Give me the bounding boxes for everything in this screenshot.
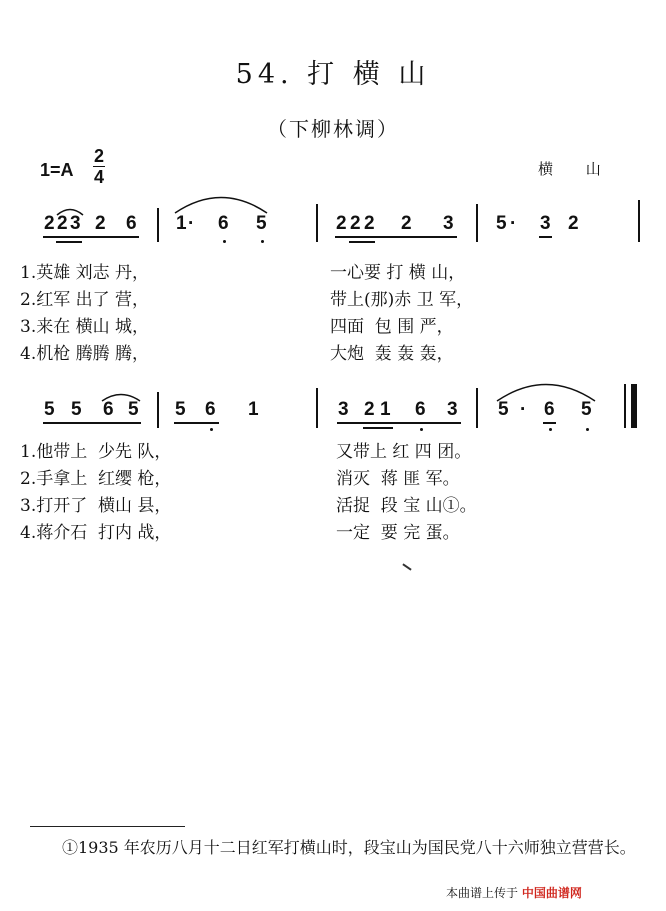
watermark-prefix: 本曲谱上传于: [446, 886, 519, 900]
barline: [157, 392, 159, 428]
note: 1: [380, 399, 391, 420]
lyric-verse: 3.打开了 横山 县，: [20, 496, 172, 516]
note: 2: [401, 213, 412, 234]
note: 6: [126, 213, 137, 234]
note: 1: [248, 399, 259, 420]
lyric-verse: 又带上 红 四 团。: [336, 442, 472, 462]
note: 2: [364, 213, 375, 234]
region-label: 横 山: [538, 160, 615, 178]
slur: [55, 204, 85, 216]
barline: [157, 208, 159, 242]
barline: [316, 204, 318, 242]
note: 6: [415, 399, 426, 420]
note: 6: [544, 399, 555, 420]
note: 2: [57, 213, 68, 234]
note: ·: [188, 213, 195, 234]
note: 6: [103, 399, 114, 420]
note: 5: [128, 399, 139, 420]
barline: [476, 388, 478, 428]
note: 3: [447, 399, 458, 420]
lyric-verse: 带上(那)赤 卫 军，: [330, 290, 474, 310]
final-barline-thin: [624, 384, 626, 428]
lyric-verse: 大炮 轰 轰 轰，: [330, 344, 454, 364]
lyric-verse: 消灭 蒋 匪 军。: [336, 469, 460, 489]
time-signature-bottom: 4: [93, 167, 104, 187]
note: 3: [70, 213, 81, 234]
lyric-verse: 1.他带上 少先 队，: [20, 442, 172, 462]
note: 5: [44, 399, 55, 420]
note: 5: [498, 399, 509, 420]
song-title: 54. 打 横 山: [235, 59, 431, 90]
footnote-rule: [30, 826, 185, 827]
lyric-verse: 一定 要 完 蛋。: [336, 523, 460, 543]
note: 2: [336, 213, 347, 234]
stray-mark: [402, 563, 411, 570]
note: 6: [218, 213, 229, 234]
note: 5: [175, 399, 186, 420]
final-barline-thick: [631, 384, 637, 428]
lyric-verse: 2.红军 出了 营，: [20, 290, 150, 310]
note: 3: [338, 399, 349, 420]
note: 5: [496, 213, 507, 234]
note: 3: [540, 213, 551, 234]
lyric-verse: 活捉 段 宝 山①。: [336, 496, 477, 516]
lyric-verse: 一心要 打 横 山，: [330, 263, 466, 283]
note: 2: [364, 399, 375, 420]
note: 2: [95, 213, 106, 234]
note: 2: [568, 213, 579, 234]
song-subtitle: （下柳林调）: [267, 117, 399, 141]
barline: [316, 388, 318, 428]
key-signature: 1=A: [40, 160, 74, 180]
watermark: [446, 884, 582, 901]
barline: [638, 200, 640, 242]
lyric-verse: 3.来在 横山 城，: [20, 317, 150, 337]
lyric-verse: 4.机枪 腾腾 腾，: [20, 344, 150, 364]
note: ·: [510, 213, 517, 234]
slur: [100, 388, 142, 402]
note: 5: [581, 399, 592, 420]
slur: [172, 188, 270, 214]
note: 6: [205, 399, 216, 420]
note: 5: [71, 399, 82, 420]
time-signature-top: 2: [93, 146, 104, 166]
note: 2: [44, 213, 55, 234]
barline: [476, 204, 478, 242]
time-signature: [92, 146, 106, 187]
lyric-verse: 2.手拿上 红缨 枪，: [20, 469, 172, 489]
lyric-verse: 四面 包 围 严，: [330, 317, 454, 337]
slur: [494, 374, 598, 402]
note: ·: [520, 399, 527, 420]
note: 5: [256, 213, 267, 234]
watermark-site-logo[interactable]: 中国曲谱网: [521, 886, 582, 900]
lyric-verse: 1.英雄 刘志 丹，: [20, 263, 150, 283]
note: 3: [443, 213, 454, 234]
lyric-verse: 4.蒋介石 打内 战，: [20, 523, 172, 543]
footnote: ①1935 年农历八月十二日红军打横山时，段宝山为国民党八十六师独立营营长。: [62, 838, 636, 857]
note: 2: [350, 213, 361, 234]
note: 1: [176, 213, 187, 234]
